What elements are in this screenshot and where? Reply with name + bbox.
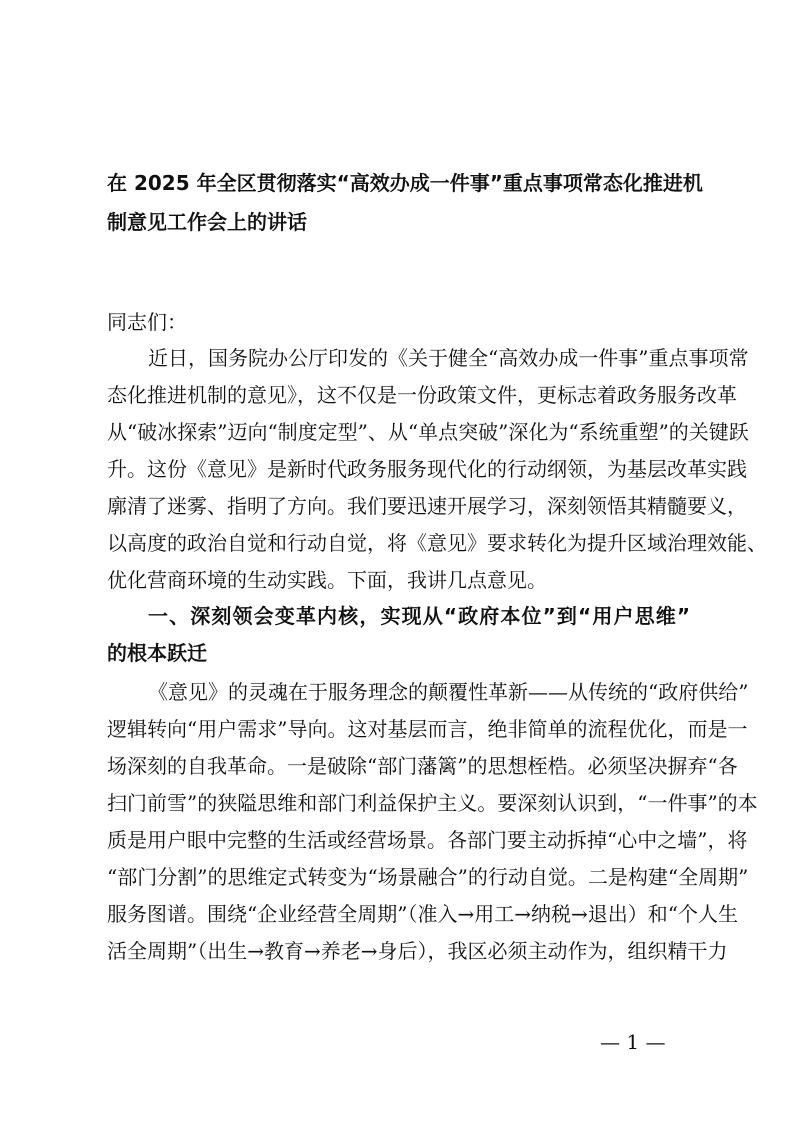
paragraph-line: 优化营商环境的生动实践。下面，我讲几点意见。 xyxy=(107,568,547,592)
paragraph-line: 场深刻的自我革命。一是破除“部门藩篱”的思想桎梏。必须坚决摒弃“各 xyxy=(107,754,738,778)
paragraph-line: 服务图谱。围绕“企业经营全周期”（准入→用工→纳税→退出）和“个人生 xyxy=(107,902,738,926)
paragraph-line: 近日，国务院办公厅印发的《关于健全“高效办成一件事”重点事项常 xyxy=(148,346,749,370)
section-heading-line-1: 一、深刻领会变革内核，实现从“政府本位”到“用户思维” xyxy=(148,604,690,628)
paragraph-line: 升。这份《意见》是新时代政务服务现代化的行动纲领，为基层改革实践 xyxy=(107,457,747,481)
paragraph-line: 活全周期”（出生→教育→养老→身后），我区必须主动作为，组织精干力 xyxy=(107,939,728,963)
paragraph-line: 态化推进机制的意见》，这不仅是一份政策文件，更标志着政务服务改革 xyxy=(107,383,737,407)
paragraph-line: 质是用户眼中完整的生活或经营场景。各部门要主动拆掉“心中之墙”，将 xyxy=(107,828,748,852)
paragraph-line: 扫门前雪”的狭隘思维和部门利益保护主义。要深刻认识到，“一件事”的本 xyxy=(107,791,758,815)
salutation: 同志们： xyxy=(107,310,187,334)
section-heading-line-2: 的根本跃迁 xyxy=(107,641,207,665)
paragraph-line: 廓清了迷雾、指明了方向。我们要迅速开展学习，深刻领悟其精髓要义， xyxy=(107,494,747,518)
document-title-line-1: 在 2025 年全区贯彻落实“高效办成一件事”重点事项常态化推进机 xyxy=(107,171,703,195)
document-title-line-2: 制意见工作会上的讲话 xyxy=(107,210,307,234)
paragraph-line: “部门分割”的思维定式转变为“场景融合”的行动自觉。二是构建“全周期” xyxy=(107,865,749,889)
paragraph-line: 以高度的政治自觉和行动自觉，将《意见》要求转化为提升区域治理效能、 xyxy=(107,531,767,555)
paragraph-line: 从“破冰探索”迈向“制度定型”、从“单点突破”深化为“系统重塑”的关键跃 xyxy=(107,420,749,444)
paragraph-line: 《意见》的灵魂在于服务理念的颠覆性革新——从传统的“政府供给” xyxy=(148,680,749,704)
paragraph-line: 逻辑转向“用户需求”导向。这对基层而言，绝非简单的流程优化，而是一 xyxy=(107,717,748,741)
page-number: — 1 — xyxy=(600,1030,666,1054)
